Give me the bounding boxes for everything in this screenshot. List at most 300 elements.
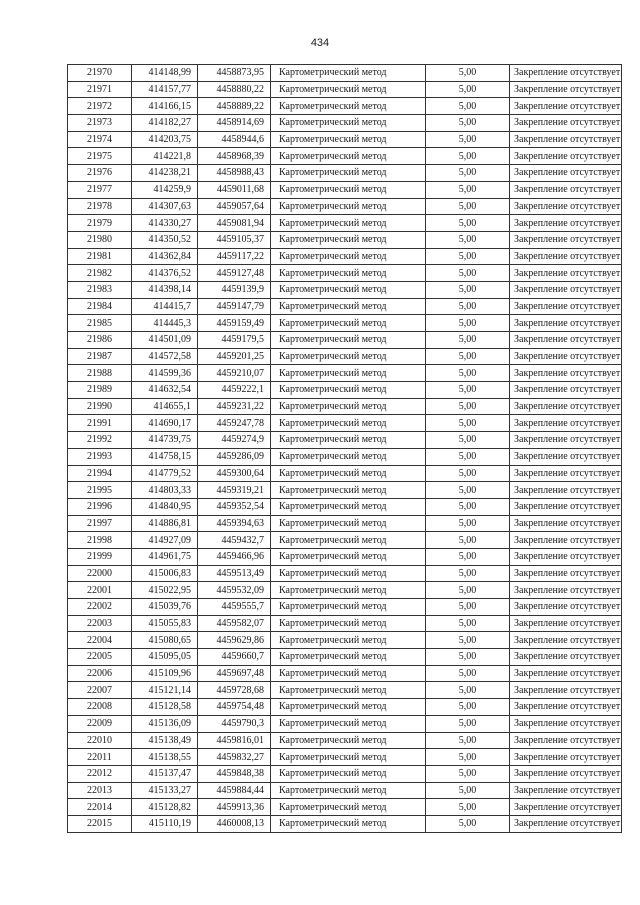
- method-cell: Картометрический метод: [271, 448, 426, 465]
- x-coordinate-cell: 414182,27: [132, 115, 198, 132]
- fixation-cell: Закрепление отсутствует: [510, 732, 622, 749]
- accuracy-cell: 5,00: [426, 181, 510, 198]
- y-coordinate-cell: 4459432,7: [198, 532, 271, 549]
- table-row: [68, 215, 622, 232]
- point-number-cell: 22010: [68, 732, 132, 749]
- table-row: [68, 799, 622, 816]
- y-coordinate-cell: 4459466,96: [198, 548, 271, 565]
- x-coordinate-cell: 415121,14: [132, 682, 198, 699]
- table-row: [68, 615, 622, 632]
- y-coordinate-cell: 4459117,22: [198, 248, 271, 265]
- accuracy-cell: 5,00: [426, 432, 510, 449]
- point-number-cell: 21979: [68, 215, 132, 232]
- accuracy-cell: 5,00: [426, 382, 510, 399]
- table-row: [68, 532, 622, 549]
- method-cell: Картометрический метод: [271, 415, 426, 432]
- y-coordinate-cell: 4459790,3: [198, 715, 271, 732]
- point-number-cell: 21975: [68, 148, 132, 165]
- fixation-cell: Закрепление отсутствует: [510, 498, 622, 515]
- table-row: [68, 115, 622, 132]
- y-coordinate-cell: 4459300,64: [198, 465, 271, 482]
- fixation-cell: Закрепление отсутствует: [510, 782, 622, 799]
- y-coordinate-cell: 4459394,63: [198, 515, 271, 532]
- table-row: [68, 482, 622, 499]
- point-number-cell: 22003: [68, 615, 132, 632]
- y-coordinate-cell: 4459011,68: [198, 181, 271, 198]
- method-cell: Картометрический метод: [271, 65, 426, 82]
- fixation-cell: Закрепление отсутствует: [510, 448, 622, 465]
- y-coordinate-cell: 4458880,22: [198, 81, 271, 98]
- table-row: [68, 599, 622, 616]
- y-coordinate-cell: 4459286,09: [198, 448, 271, 465]
- table-row: [68, 715, 622, 732]
- x-coordinate-cell: 414961,75: [132, 548, 198, 565]
- fixation-cell: Закрепление отсутствует: [510, 699, 622, 716]
- method-cell: Картометрический метод: [271, 565, 426, 582]
- x-coordinate-cell: 414886,81: [132, 515, 198, 532]
- accuracy-cell: 5,00: [426, 81, 510, 98]
- x-coordinate-cell: 414330,27: [132, 215, 198, 232]
- y-coordinate-cell: 4459555,7: [198, 599, 271, 616]
- accuracy-cell: 5,00: [426, 482, 510, 499]
- fixation-cell: Закрепление отсутствует: [510, 515, 622, 532]
- table-row: [68, 699, 622, 716]
- fixation-cell: Закрепление отсутствует: [510, 398, 622, 415]
- y-coordinate-cell: 4459884,44: [198, 782, 271, 799]
- x-coordinate-cell: 414739,75: [132, 432, 198, 449]
- table-row: [68, 198, 622, 215]
- y-coordinate-cell: 4458988,43: [198, 165, 271, 182]
- accuracy-cell: 5,00: [426, 565, 510, 582]
- point-number-cell: 22000: [68, 565, 132, 582]
- fixation-cell: Закрепление отсутствует: [510, 81, 622, 98]
- method-cell: Картометрический метод: [271, 599, 426, 616]
- point-number-cell: 22015: [68, 815, 132, 832]
- y-coordinate-cell: 4459913,36: [198, 799, 271, 816]
- point-number-cell: 21974: [68, 131, 132, 148]
- x-coordinate-cell: 414445,3: [132, 315, 198, 332]
- table-row: [68, 298, 622, 315]
- table-row: [68, 432, 622, 449]
- method-cell: Картометрический метод: [271, 231, 426, 248]
- table-row: [68, 515, 622, 532]
- y-coordinate-cell: 4458873,95: [198, 65, 271, 82]
- fixation-cell: Закрепление отсутствует: [510, 131, 622, 148]
- accuracy-cell: 5,00: [426, 799, 510, 816]
- accuracy-cell: 5,00: [426, 582, 510, 599]
- accuracy-cell: 5,00: [426, 448, 510, 465]
- accuracy-cell: 5,00: [426, 548, 510, 565]
- point-number-cell: 21991: [68, 415, 132, 432]
- y-coordinate-cell: 4459222,1: [198, 382, 271, 399]
- method-cell: Картометрический метод: [271, 215, 426, 232]
- y-coordinate-cell: 4459513,49: [198, 565, 271, 582]
- y-coordinate-cell: 4459231,22: [198, 398, 271, 415]
- method-cell: Картометрический метод: [271, 365, 426, 382]
- table-row: [68, 332, 622, 349]
- accuracy-cell: 5,00: [426, 532, 510, 549]
- fixation-cell: Закрепление отсутствует: [510, 532, 622, 549]
- accuracy-cell: 5,00: [426, 165, 510, 182]
- fixation-cell: Закрепление отсутствует: [510, 181, 622, 198]
- x-coordinate-cell: 414415,7: [132, 298, 198, 315]
- accuracy-cell: 5,00: [426, 348, 510, 365]
- method-cell: Картометрический метод: [271, 265, 426, 282]
- x-coordinate-cell: 414803,33: [132, 482, 198, 499]
- point-number-cell: 21992: [68, 432, 132, 449]
- accuracy-cell: 5,00: [426, 98, 510, 115]
- table-row: [68, 732, 622, 749]
- table-row: [68, 565, 622, 582]
- point-number-cell: 21984: [68, 298, 132, 315]
- fixation-cell: Закрепление отсутствует: [510, 665, 622, 682]
- fixation-cell: Закрепление отсутствует: [510, 315, 622, 332]
- y-coordinate-cell: 4459629,86: [198, 632, 271, 649]
- method-cell: Картометрический метод: [271, 799, 426, 816]
- method-cell: Картометрический метод: [271, 81, 426, 98]
- x-coordinate-cell: 415128,58: [132, 699, 198, 716]
- accuracy-cell: 5,00: [426, 749, 510, 766]
- table-row: [68, 465, 622, 482]
- fixation-cell: Закрепление отсутствует: [510, 582, 622, 599]
- table-row: [68, 582, 622, 599]
- accuracy-cell: 5,00: [426, 231, 510, 248]
- table-row: [68, 498, 622, 515]
- y-coordinate-cell: 4459159,49: [198, 315, 271, 332]
- table-row: [68, 448, 622, 465]
- y-coordinate-cell: 4459247,78: [198, 415, 271, 432]
- fixation-cell: Закрепление отсутствует: [510, 482, 622, 499]
- fixation-cell: Закрепление отсутствует: [510, 332, 622, 349]
- y-coordinate-cell: 4459848,38: [198, 765, 271, 782]
- coordinates-table: [67, 64, 622, 833]
- fixation-cell: Закрепление отсутствует: [510, 682, 622, 699]
- accuracy-cell: 5,00: [426, 665, 510, 682]
- x-coordinate-cell: 415080,65: [132, 632, 198, 649]
- y-coordinate-cell: 4458914,69: [198, 115, 271, 132]
- x-coordinate-cell: 414398,14: [132, 281, 198, 298]
- method-cell: Картометрический метод: [271, 632, 426, 649]
- x-coordinate-cell: 414157,77: [132, 81, 198, 98]
- y-coordinate-cell: 4460008,13: [198, 815, 271, 832]
- x-coordinate-cell: 414690,17: [132, 415, 198, 432]
- accuracy-cell: 5,00: [426, 732, 510, 749]
- point-number-cell: 22005: [68, 649, 132, 666]
- x-coordinate-cell: 415055,83: [132, 615, 198, 632]
- accuracy-cell: 5,00: [426, 398, 510, 415]
- accuracy-cell: 5,00: [426, 215, 510, 232]
- table-row: [68, 265, 622, 282]
- point-number-cell: 21987: [68, 348, 132, 365]
- fixation-cell: Закрепление отсутствует: [510, 281, 622, 298]
- x-coordinate-cell: 415137,47: [132, 765, 198, 782]
- y-coordinate-cell: 4458944,6: [198, 131, 271, 148]
- x-coordinate-cell: 414572,58: [132, 348, 198, 365]
- x-coordinate-cell: 414221,8: [132, 148, 198, 165]
- table-row: [68, 181, 622, 198]
- y-coordinate-cell: 4459210,07: [198, 365, 271, 382]
- method-cell: Картометрический метод: [271, 715, 426, 732]
- accuracy-cell: 5,00: [426, 265, 510, 282]
- table-row: [68, 682, 622, 699]
- method-cell: Картометрический метод: [271, 98, 426, 115]
- point-number-cell: 22002: [68, 599, 132, 616]
- point-number-cell: 21981: [68, 248, 132, 265]
- point-number-cell: 21993: [68, 448, 132, 465]
- table-row: [68, 65, 622, 82]
- fixation-cell: Закрепление отсутствует: [510, 65, 622, 82]
- accuracy-cell: 5,00: [426, 782, 510, 799]
- accuracy-cell: 5,00: [426, 248, 510, 265]
- fixation-cell: Закрепление отсутствует: [510, 432, 622, 449]
- point-number-cell: 21998: [68, 532, 132, 549]
- y-coordinate-cell: 4459754,48: [198, 699, 271, 716]
- table-row: [68, 398, 622, 415]
- fixation-cell: Закрепление отсутствует: [510, 231, 622, 248]
- point-number-cell: 21986: [68, 332, 132, 349]
- y-coordinate-cell: 4458968,39: [198, 148, 271, 165]
- point-number-cell: 21995: [68, 482, 132, 499]
- accuracy-cell: 5,00: [426, 131, 510, 148]
- method-cell: Картометрический метод: [271, 148, 426, 165]
- accuracy-cell: 5,00: [426, 281, 510, 298]
- y-coordinate-cell: 4459319,21: [198, 482, 271, 499]
- method-cell: Картометрический метод: [271, 315, 426, 332]
- method-cell: Картометрический метод: [271, 181, 426, 198]
- method-cell: Картометрический метод: [271, 582, 426, 599]
- accuracy-cell: 5,00: [426, 815, 510, 832]
- x-coordinate-cell: 415110,19: [132, 815, 198, 832]
- x-coordinate-cell: 414148,99: [132, 65, 198, 82]
- fixation-cell: Закрепление отсутствует: [510, 382, 622, 399]
- point-number-cell: 22006: [68, 665, 132, 682]
- x-coordinate-cell: 414927,09: [132, 532, 198, 549]
- fixation-cell: Закрепление отсутствует: [510, 115, 622, 132]
- page-number: 434: [310, 37, 330, 49]
- y-coordinate-cell: 4459832,27: [198, 749, 271, 766]
- point-number-cell: 21983: [68, 281, 132, 298]
- y-coordinate-cell: 4459105,37: [198, 231, 271, 248]
- method-cell: Картометрический метод: [271, 398, 426, 415]
- fixation-cell: Закрепление отсутствует: [510, 415, 622, 432]
- fixation-cell: Закрепление отсутствует: [510, 265, 622, 282]
- table-row: [68, 765, 622, 782]
- point-number-cell: 21999: [68, 548, 132, 565]
- fixation-cell: Закрепление отсутствует: [510, 715, 622, 732]
- x-coordinate-cell: 415109,96: [132, 665, 198, 682]
- y-coordinate-cell: 4459127,48: [198, 265, 271, 282]
- point-number-cell: 22011: [68, 749, 132, 766]
- point-number-cell: 22004: [68, 632, 132, 649]
- accuracy-cell: 5,00: [426, 298, 510, 315]
- table-row: [68, 98, 622, 115]
- fixation-cell: Закрепление отсутствует: [510, 749, 622, 766]
- y-coordinate-cell: 4459532,09: [198, 582, 271, 599]
- method-cell: Картометрический метод: [271, 131, 426, 148]
- x-coordinate-cell: 414655,1: [132, 398, 198, 415]
- method-cell: Картометрический метод: [271, 498, 426, 515]
- method-cell: Картометрический метод: [271, 115, 426, 132]
- table-row: [68, 382, 622, 399]
- point-number-cell: 21985: [68, 315, 132, 332]
- accuracy-cell: 5,00: [426, 682, 510, 699]
- table-row: [68, 815, 622, 832]
- point-number-cell: 21977: [68, 181, 132, 198]
- method-cell: Картометрический метод: [271, 815, 426, 832]
- method-cell: Картометрический метод: [271, 515, 426, 532]
- y-coordinate-cell: 4459081,94: [198, 215, 271, 232]
- point-number-cell: 21990: [68, 398, 132, 415]
- x-coordinate-cell: 414501,09: [132, 332, 198, 349]
- table-row: [68, 248, 622, 265]
- point-number-cell: 21976: [68, 165, 132, 182]
- x-coordinate-cell: 414758,15: [132, 448, 198, 465]
- fixation-cell: Закрепление отсутствует: [510, 632, 622, 649]
- table-row: [68, 415, 622, 432]
- accuracy-cell: 5,00: [426, 65, 510, 82]
- fixation-cell: Закрепление отсутствует: [510, 298, 622, 315]
- x-coordinate-cell: 414362,84: [132, 248, 198, 265]
- accuracy-cell: 5,00: [426, 765, 510, 782]
- accuracy-cell: 5,00: [426, 148, 510, 165]
- method-cell: Картометрический метод: [271, 732, 426, 749]
- point-number-cell: 21994: [68, 465, 132, 482]
- y-coordinate-cell: 4459139,9: [198, 281, 271, 298]
- method-cell: Картометрический метод: [271, 248, 426, 265]
- method-cell: Картометрический метод: [271, 782, 426, 799]
- accuracy-cell: 5,00: [426, 615, 510, 632]
- accuracy-cell: 5,00: [426, 198, 510, 215]
- fixation-cell: Закрепление отсутствует: [510, 765, 622, 782]
- method-cell: Картометрический метод: [271, 281, 426, 298]
- method-cell: Картометрический метод: [271, 749, 426, 766]
- y-coordinate-cell: 4459728,68: [198, 682, 271, 699]
- x-coordinate-cell: 415128,82: [132, 799, 198, 816]
- y-coordinate-cell: 4459352,54: [198, 498, 271, 515]
- fixation-cell: Закрепление отсутствует: [510, 365, 622, 382]
- point-number-cell: 22014: [68, 799, 132, 816]
- fixation-cell: Закрепление отсутствует: [510, 198, 622, 215]
- y-coordinate-cell: 4459660,7: [198, 649, 271, 666]
- x-coordinate-cell: 415138,55: [132, 749, 198, 766]
- table-row: [68, 348, 622, 365]
- point-number-cell: 21982: [68, 265, 132, 282]
- x-coordinate-cell: 414166,15: [132, 98, 198, 115]
- x-coordinate-cell: 415138,49: [132, 732, 198, 749]
- fixation-cell: Закрепление отсутствует: [510, 215, 622, 232]
- point-number-cell: 22009: [68, 715, 132, 732]
- point-number-cell: 21997: [68, 515, 132, 532]
- point-number-cell: 21971: [68, 81, 132, 98]
- x-coordinate-cell: 415039,76: [132, 599, 198, 616]
- method-cell: Картометрический метод: [271, 432, 426, 449]
- table-row: [68, 548, 622, 565]
- point-number-cell: 21988: [68, 365, 132, 382]
- method-cell: Картометрический метод: [271, 198, 426, 215]
- fixation-cell: Закрепление отсутствует: [510, 348, 622, 365]
- x-coordinate-cell: 415095,05: [132, 649, 198, 666]
- table-row: [68, 649, 622, 666]
- method-cell: Картометрический метод: [271, 482, 426, 499]
- x-coordinate-cell: 414376,52: [132, 265, 198, 282]
- method-cell: Картометрический метод: [271, 532, 426, 549]
- x-coordinate-cell: 414203,75: [132, 131, 198, 148]
- point-number-cell: 22012: [68, 765, 132, 782]
- x-coordinate-cell: 414632,54: [132, 382, 198, 399]
- point-number-cell: 22007: [68, 682, 132, 699]
- method-cell: Картометрический метод: [271, 649, 426, 666]
- table-row: [68, 281, 622, 298]
- accuracy-cell: 5,00: [426, 365, 510, 382]
- y-coordinate-cell: 4459179,5: [198, 332, 271, 349]
- accuracy-cell: 5,00: [426, 699, 510, 716]
- table-row: [68, 165, 622, 182]
- x-coordinate-cell: 415136,09: [132, 715, 198, 732]
- point-number-cell: 21970: [68, 65, 132, 82]
- x-coordinate-cell: 415022,95: [132, 582, 198, 599]
- y-coordinate-cell: 4459582,07: [198, 615, 271, 632]
- fixation-cell: Закрепление отсутствует: [510, 548, 622, 565]
- table-row: [68, 365, 622, 382]
- fixation-cell: Закрепление отсутствует: [510, 799, 622, 816]
- fixation-cell: Закрепление отсутствует: [510, 248, 622, 265]
- method-cell: Картометрический метод: [271, 382, 426, 399]
- method-cell: Картометрический метод: [271, 615, 426, 632]
- method-cell: Картометрический метод: [271, 348, 426, 365]
- table-row: [68, 782, 622, 799]
- x-coordinate-cell: 414779,52: [132, 465, 198, 482]
- method-cell: Картометрический метод: [271, 298, 426, 315]
- x-coordinate-cell: 414840,95: [132, 498, 198, 515]
- accuracy-cell: 5,00: [426, 315, 510, 332]
- x-coordinate-cell: 414307,63: [132, 198, 198, 215]
- accuracy-cell: 5,00: [426, 498, 510, 515]
- method-cell: Картометрический метод: [271, 465, 426, 482]
- method-cell: Картометрический метод: [271, 682, 426, 699]
- method-cell: Картометрический метод: [271, 165, 426, 182]
- fixation-cell: Закрепление отсутствует: [510, 465, 622, 482]
- y-coordinate-cell: 4459697,48: [198, 665, 271, 682]
- method-cell: Картометрический метод: [271, 699, 426, 716]
- y-coordinate-cell: 4459147,79: [198, 298, 271, 315]
- fixation-cell: Закрепление отсутствует: [510, 649, 622, 666]
- accuracy-cell: 5,00: [426, 599, 510, 616]
- point-number-cell: 21989: [68, 382, 132, 399]
- y-coordinate-cell: 4459816,01: [198, 732, 271, 749]
- point-number-cell: 21973: [68, 115, 132, 132]
- accuracy-cell: 5,00: [426, 649, 510, 666]
- y-coordinate-cell: 4458889,22: [198, 98, 271, 115]
- point-number-cell: 21972: [68, 98, 132, 115]
- y-coordinate-cell: 4459057,64: [198, 198, 271, 215]
- coordinates-table-body: [68, 65, 622, 833]
- fixation-cell: Закрепление отсутствует: [510, 165, 622, 182]
- x-coordinate-cell: 414259,9: [132, 181, 198, 198]
- fixation-cell: Закрепление отсутствует: [510, 815, 622, 832]
- fixation-cell: Закрепление отсутствует: [510, 615, 622, 632]
- table-row: [68, 315, 622, 332]
- table-row: [68, 749, 622, 766]
- accuracy-cell: 5,00: [426, 632, 510, 649]
- fixation-cell: Закрепление отсутствует: [510, 565, 622, 582]
- table-row: [68, 632, 622, 649]
- point-number-cell: 22008: [68, 699, 132, 716]
- x-coordinate-cell: 415006,83: [132, 565, 198, 582]
- fixation-cell: Закрепление отсутствует: [510, 98, 622, 115]
- x-coordinate-cell: 414238,21: [132, 165, 198, 182]
- table-row: [68, 81, 622, 98]
- point-number-cell: 21980: [68, 231, 132, 248]
